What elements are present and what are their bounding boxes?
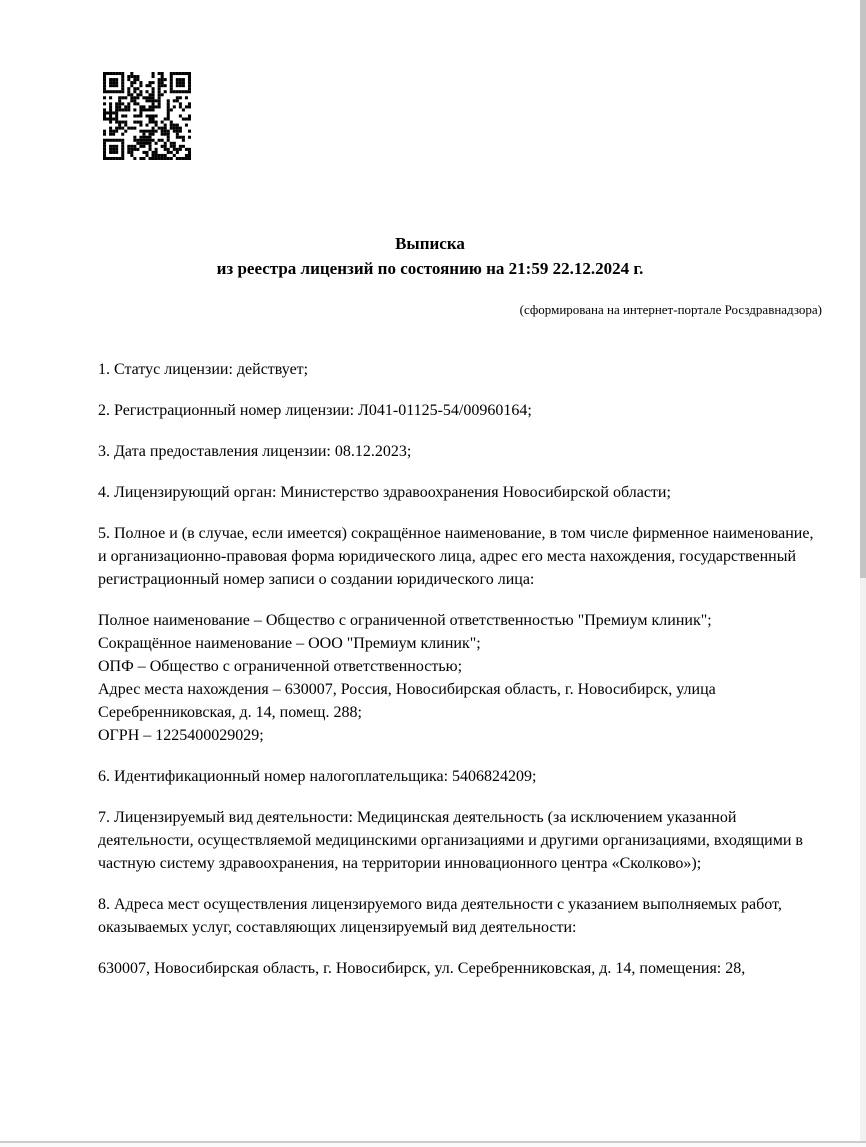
text-line: 1. Статус лицензии: действует; bbox=[98, 361, 309, 378]
paragraph-reg-number bbox=[98, 399, 822, 422]
title-line-2: из реестра лицензий по состоянию на 21:59 22.12.2024 г. bbox=[216, 259, 644, 278]
paragraph-activity-address bbox=[98, 957, 822, 980]
text-line: 5. Полное и (в случае, если имеется) сокращённое наименование, в том числе фирменное наименование, и организационно-правовая форма юридического лица, адрес его места нахождения, государственный регистрационный номер записи о создании юридического лица: bbox=[98, 525, 814, 588]
page-bottom-gutter bbox=[0, 1143, 866, 1147]
paragraph-status bbox=[98, 358, 822, 381]
text-line: 4. Лицензирующий орган: Министерство здравоохранения Новосибирской области; bbox=[98, 484, 671, 501]
text-line-ogrn: ОГРН – 1225400029029; bbox=[98, 727, 264, 744]
qr-code-icon bbox=[103, 72, 191, 160]
text-line: 6. Идентификационный номер налогоплательщика: 5406824209; bbox=[98, 768, 537, 785]
text-line: 3. Дата предоставления лицензии: 08.12.2023; bbox=[98, 443, 412, 460]
paragraph-licensing-authority bbox=[98, 481, 822, 504]
document-subtitle: (сформирована на интернет-портале Росздравнадзора) bbox=[519, 302, 822, 317]
paragraph-addresses-intro bbox=[98, 893, 822, 939]
document-body bbox=[98, 358, 822, 998]
text-line-address: Адрес места нахождения – 630007, Россия, Новосибирская область, г. Новосибирск, улица Серебренниковская, д. 14, помещ. 288; bbox=[98, 681, 716, 721]
paragraph-inn bbox=[98, 765, 822, 788]
text-line: 630007, Новосибирская область, г. Новосибирск, ул. Серебренниковская, д. 14, помещения: 28, bbox=[98, 960, 746, 977]
text-line-full-name: Полное наименование – Общество с ограниченной ответственностью "Премиум клиник"; bbox=[98, 612, 712, 629]
document-title bbox=[0, 231, 860, 281]
scrollbar[interactable] bbox=[860, 0, 866, 1147]
paragraph-name-intro bbox=[98, 522, 822, 591]
text-line: 8. Адреса мест осуществления лицензируемого вида деятельности с указанием выполняемых работ, оказываемых услуг, составляющих лицензируемый вид деятельности: bbox=[98, 896, 782, 936]
title-line-1: Выписка bbox=[395, 234, 465, 253]
text-line: 2. Регистрационный номер лицензии: Л041-01125-54/00960164; bbox=[98, 402, 532, 419]
paragraph-org-details bbox=[98, 609, 822, 747]
paragraph-activity-type bbox=[98, 806, 822, 875]
paragraph-grant-date bbox=[98, 440, 822, 463]
text-line-short-name: Сокращённое наименование – ООО "Премиум клиник"; bbox=[98, 635, 481, 652]
scrollbar-thumb[interactable] bbox=[860, 0, 866, 578]
text-line-opf: ОПФ – Общество с ограниченной ответственностью; bbox=[98, 658, 463, 675]
text-line: 7. Лицензируемый вид деятельности: Медицинская деятельность (за исключением указанной деятельности, осуществляемой медицинскими организациями и другими организациями, входящими в частную систему здравоохранения, на территории инновационного центра «Сколково»); bbox=[98, 809, 803, 872]
